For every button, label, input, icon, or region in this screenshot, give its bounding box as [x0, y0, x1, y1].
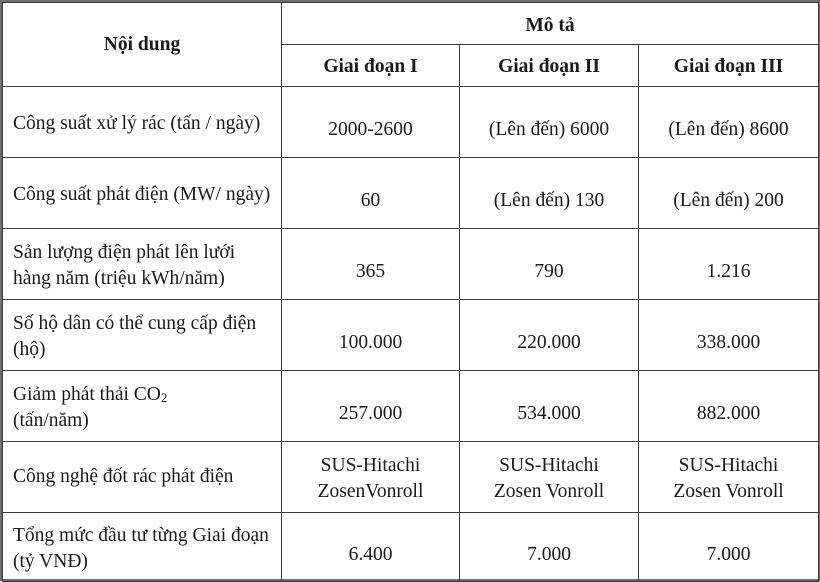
header-stage-3: Giai đoạn III — [639, 45, 819, 87]
cell-stage-2: 220.000 — [460, 300, 639, 371]
table-row — [3, 300, 819, 371]
cell-stage-3: 338.000 — [639, 300, 819, 371]
cell-stage-2 — [460, 442, 639, 513]
cell-stage-1: 6.400 — [282, 513, 460, 582]
cell-line-1: SUS-Hitachi — [678, 454, 779, 476]
row-label: Sản lượng điện phát lên lưới hàng năm (triệu kWh/năm) — [3, 229, 282, 300]
cell-stage-3 — [639, 442, 819, 513]
cell-line-2: ZosenVonroll — [317, 480, 424, 502]
table-row — [3, 158, 819, 229]
cell-stage-2: 534.000 — [460, 371, 639, 442]
cell-stage-3: 1.216 — [639, 229, 819, 300]
cell-stage-3: 882.000 — [639, 371, 819, 442]
header-row-1 — [3, 3, 819, 45]
header-description: Mô tả — [282, 3, 819, 45]
table-row — [3, 513, 819, 582]
cell-stage-1 — [282, 442, 460, 513]
cell-stage-2: (Lên đến) 6000 — [460, 87, 639, 158]
table-row — [3, 87, 819, 158]
row-label — [3, 371, 282, 442]
cell-stage-2: 790 — [460, 229, 639, 300]
row-label-subscript: 2 — [160, 389, 168, 405]
header-content: Nội dung — [3, 3, 282, 87]
cell-stage-3: (Lên đến) 8600 — [639, 87, 819, 158]
header-stage-2: Giai đoạn II — [460, 45, 639, 87]
cell-line-1: SUS-Hitachi — [499, 454, 599, 476]
comparison-table — [2, 2, 819, 582]
cell-stage-1: 60 — [282, 158, 460, 229]
header-stage-1: Giai đoạn I — [282, 45, 460, 87]
cell-line-1: SUS-Hitachi — [320, 454, 421, 476]
row-label: Công suất phát điện (MW/ ngày) — [3, 158, 282, 229]
cell-stage-3: 7.000 — [639, 513, 819, 582]
cell-stage-1: 100.000 — [282, 300, 460, 371]
cell-stage-3: (Lên đến) 200 — [639, 158, 819, 229]
cell-stage-1: 257.000 — [282, 371, 460, 442]
row-label-suffix: (tấn/năm) — [13, 409, 89, 431]
row-label: Công nghệ đốt rác phát điện — [3, 442, 282, 513]
cell-line-2: Zosen Vonroll — [673, 480, 784, 502]
row-label-prefix: Giảm phát thải CO — [13, 383, 161, 405]
row-label: Số hộ dân có thể cung cấp điện (hộ) — [3, 300, 282, 371]
cell-line-2: Zosen Vonroll — [493, 480, 605, 502]
table-row — [3, 442, 819, 513]
row-label: Công suất xử lý rác (tấn / ngày) — [3, 87, 282, 158]
cell-stage-2: (Lên đến) 130 — [460, 158, 639, 229]
cell-stage-1: 2000-2600 — [282, 87, 460, 158]
cell-stage-2: 7.000 — [460, 513, 639, 582]
row-label: Tổng mức đầu tư từng Giai đoạn (tỷ VNĐ) — [3, 513, 282, 582]
cell-stage-1: 365 — [282, 229, 460, 300]
table-row — [3, 229, 819, 300]
table-row — [3, 371, 819, 442]
